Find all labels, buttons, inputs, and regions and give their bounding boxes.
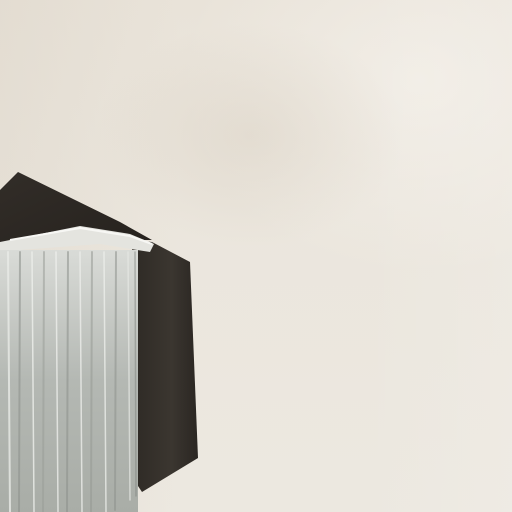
fixture-side-panel: [132, 240, 198, 492]
